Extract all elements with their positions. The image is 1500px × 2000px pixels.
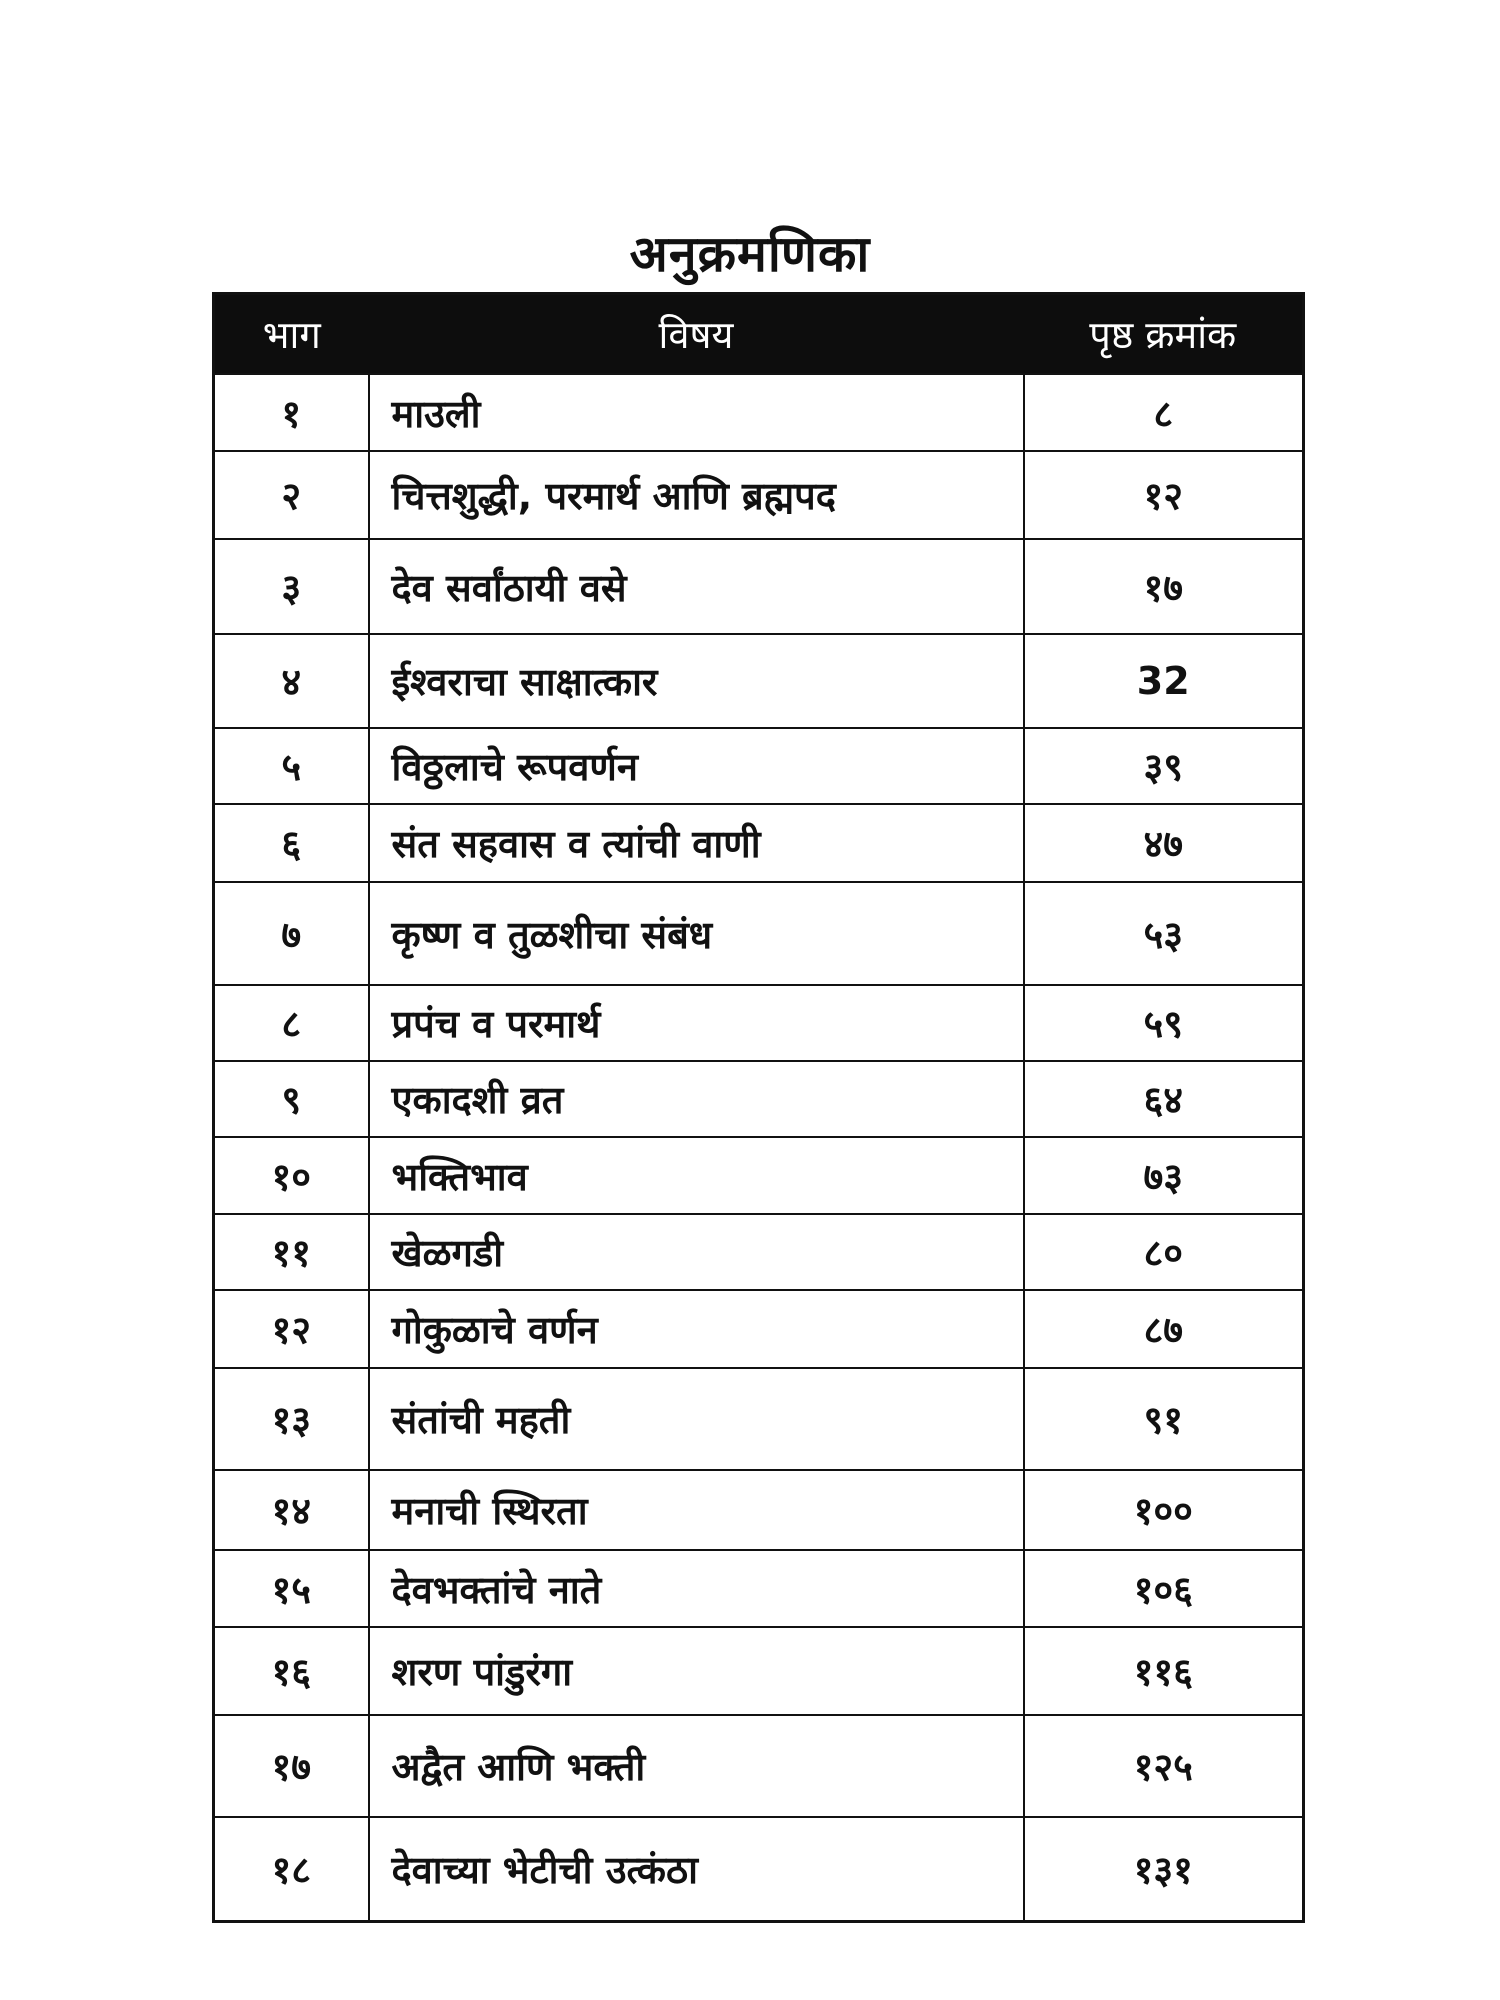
- row-page-number: ४७: [1024, 804, 1304, 882]
- row-part-number: ६: [214, 804, 369, 882]
- row-page-number: ८७: [1024, 1290, 1304, 1368]
- row-page-number: ५९: [1024, 985, 1304, 1061]
- row-page-number: ९१: [1024, 1368, 1304, 1470]
- row-subject: देवभक्तांचे नाते: [369, 1550, 1024, 1627]
- table-row: [214, 728, 1304, 804]
- row-part-number: १८: [214, 1817, 369, 1921]
- row-subject: अद्वैत आणि भक्ती: [369, 1715, 1024, 1817]
- row-part-number: १०: [214, 1137, 369, 1214]
- row-part-number: ११: [214, 1214, 369, 1290]
- table-row: [214, 1137, 1304, 1214]
- row-part-number: १४: [214, 1470, 369, 1550]
- row-page-number: ८: [1024, 374, 1304, 451]
- table-row: [214, 1550, 1304, 1627]
- table-row: [214, 1817, 1304, 1921]
- row-part-number: ४: [214, 634, 369, 728]
- table-row: [214, 882, 1304, 985]
- row-page-number: १०६: [1024, 1550, 1304, 1627]
- table-row: [214, 451, 1304, 539]
- table-header: [214, 294, 1304, 375]
- row-page-number: ८०: [1024, 1214, 1304, 1290]
- table-row: [214, 539, 1304, 634]
- row-subject: शरण पांडुरंगा: [369, 1627, 1024, 1715]
- table-row: [214, 804, 1304, 882]
- row-page-number: ११६: [1024, 1627, 1304, 1715]
- row-page-number: १७: [1024, 539, 1304, 634]
- row-part-number: ७: [214, 882, 369, 985]
- header-subject: विषय: [369, 294, 1024, 375]
- row-subject: मनाची स्थिरता: [369, 1470, 1024, 1550]
- row-part-number: ८: [214, 985, 369, 1061]
- row-subject: भक्तिभाव: [369, 1137, 1024, 1214]
- row-subject: विठ्ठलाचे रूपवर्णन: [369, 728, 1024, 804]
- row-subject: कृष्ण व तुळशीचा संबंध: [369, 882, 1024, 985]
- row-page-number: १३१: [1024, 1817, 1304, 1921]
- row-part-number: ९: [214, 1061, 369, 1137]
- table-row: [214, 1627, 1304, 1715]
- row-subject: संत सहवास व त्यांची वाणी: [369, 804, 1024, 882]
- header-page: पृष्ठ क्रमांक: [1024, 294, 1304, 375]
- header-part: भाग: [214, 294, 369, 375]
- row-subject: संतांची महती: [369, 1368, 1024, 1470]
- table-row: [214, 1470, 1304, 1550]
- row-subject: खेळगडी: [369, 1214, 1024, 1290]
- table-row: [214, 985, 1304, 1061]
- table-row: [214, 1214, 1304, 1290]
- row-page-number: ७३: [1024, 1137, 1304, 1214]
- row-subject: प्रपंच व परमार्थ: [369, 985, 1024, 1061]
- row-page-number: १००: [1024, 1470, 1304, 1550]
- row-part-number: ३: [214, 539, 369, 634]
- row-part-number: १५: [214, 1550, 369, 1627]
- row-subject: देवाच्या भेटीची उत्कंठा: [369, 1817, 1024, 1921]
- row-part-number: १३: [214, 1368, 369, 1470]
- row-page-number: ३९: [1024, 728, 1304, 804]
- row-subject: गोकुळाचे वर्णन: [369, 1290, 1024, 1368]
- row-page-number: ५३: [1024, 882, 1304, 985]
- page-title: अनुक्रमणिका: [629, 225, 871, 283]
- row-page-number: १२५: [1024, 1715, 1304, 1817]
- table-row: [214, 634, 1304, 728]
- row-part-number: २: [214, 451, 369, 539]
- table-row: [214, 1290, 1304, 1368]
- row-subject: ईश्वराचा साक्षात्कार: [369, 634, 1024, 728]
- row-part-number: १७: [214, 1715, 369, 1817]
- row-subject: देव सर्वांठायी वसे: [369, 539, 1024, 634]
- row-subject: माउली: [369, 374, 1024, 451]
- row-part-number: १: [214, 374, 369, 451]
- table-row: [214, 1715, 1304, 1817]
- header-row: [214, 294, 1304, 375]
- row-subject: चित्तशुद्धी, परमार्थ आणि ब्रह्मपद: [369, 451, 1024, 539]
- table-row: [214, 374, 1304, 451]
- row-part-number: ५: [214, 728, 369, 804]
- row-page-number: १२: [1024, 451, 1304, 539]
- row-subject: एकादशी व्रत: [369, 1061, 1024, 1137]
- table-body: [214, 374, 1304, 1921]
- table-row: [214, 1368, 1304, 1470]
- row-part-number: १२: [214, 1290, 369, 1368]
- table-row: [214, 1061, 1304, 1137]
- row-page-number: ६४: [1024, 1061, 1304, 1137]
- row-part-number: १६: [214, 1627, 369, 1715]
- contents-table: [212, 292, 1305, 1923]
- row-page-number: 32: [1024, 634, 1304, 728]
